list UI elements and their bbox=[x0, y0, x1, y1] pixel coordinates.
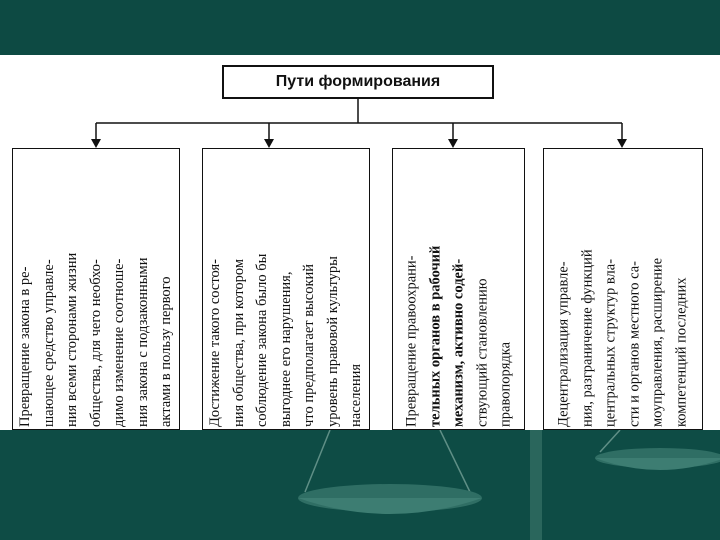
path-box-2-line: ния общества, при котором bbox=[230, 258, 247, 427]
arrow-down-icon bbox=[448, 139, 458, 148]
arrow-down-icon bbox=[264, 139, 274, 148]
path-box-3-line: Превращение правоохрани- bbox=[402, 255, 419, 427]
diagram-scan bbox=[0, 55, 720, 430]
path-box-1-line: Превращение закона в ре- bbox=[16, 266, 33, 427]
path-box-1 bbox=[12, 148, 180, 430]
path-box-4-line: ния, разграничение функций bbox=[579, 249, 595, 427]
path-box-3-line: механизм, активно содей- bbox=[449, 258, 466, 427]
path-box-2-line: соблюдение закона было бы bbox=[253, 253, 270, 427]
path-box-2-line: что предполагает высокий bbox=[300, 263, 317, 427]
path-box-1-line: актами в пользу первого bbox=[157, 276, 174, 427]
path-box-3-text bbox=[400, 151, 518, 427]
path-box-4-line: Децентрализация управле- bbox=[555, 261, 572, 427]
diagram-title: Пути формирования bbox=[275, 73, 441, 90]
path-box-4-line: сти и органов местного са- bbox=[626, 261, 642, 427]
path-box-1-line: ния закона с подзаконными bbox=[134, 257, 151, 427]
path-box-1-line: шающее средство управле- bbox=[40, 259, 57, 427]
path-box-1-line: димо изменение соотноше- bbox=[110, 258, 127, 427]
path-box-4-text bbox=[553, 151, 694, 427]
scales-decoration bbox=[0, 430, 720, 540]
path-box-1-line: общества, для чего необхо- bbox=[87, 259, 104, 427]
path-box-3-line: тельных органов в рабочий bbox=[426, 245, 443, 427]
path-box-3 bbox=[392, 148, 525, 430]
arrow-down-icon bbox=[91, 139, 101, 148]
path-box-2-line: уровень правовой культуры bbox=[324, 256, 341, 427]
arrow-down-icon bbox=[617, 139, 627, 148]
path-box-1-text bbox=[14, 151, 179, 427]
slide-top-band bbox=[0, 0, 720, 55]
path-box-2-text bbox=[204, 151, 369, 427]
path-box-2 bbox=[202, 148, 370, 430]
path-box-2-line: выгоднее его нарушения, bbox=[277, 271, 294, 427]
path-box-4-line: центральных структур вла- bbox=[602, 258, 619, 427]
path-box-2-line: Достижение такого состоя- bbox=[206, 259, 223, 427]
diagram-title-box bbox=[222, 65, 494, 99]
balance-scales-icon bbox=[0, 430, 720, 540]
path-box-3-line: правопорядка bbox=[496, 341, 513, 427]
path-box-3-line: ствующий становлению bbox=[473, 278, 490, 427]
path-box-4-line: моуправления, расширение bbox=[649, 257, 666, 427]
path-box-2-line: населения bbox=[347, 363, 364, 427]
path-box-1-line: ния всеми сторонами жизни bbox=[63, 252, 80, 427]
path-box-4-line: компетенций последних bbox=[673, 277, 689, 427]
path-box-4 bbox=[543, 148, 703, 430]
